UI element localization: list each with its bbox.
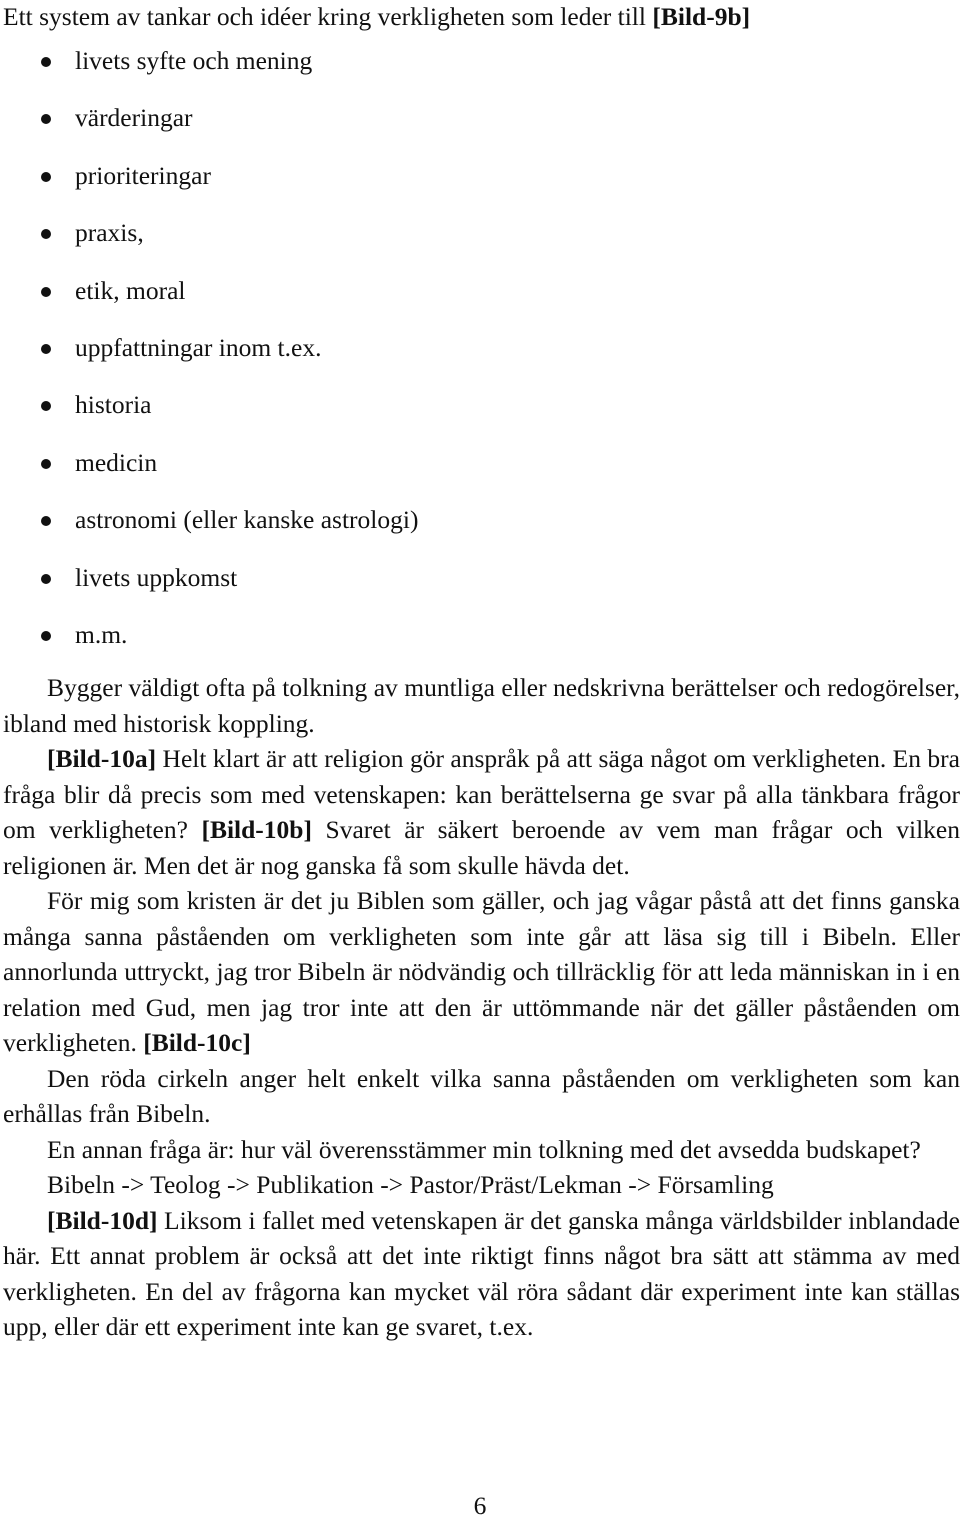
bullet-icon (41, 287, 51, 297)
body-text (3, 670, 960, 1345)
bullet-icon (41, 344, 51, 354)
list-item (0, 446, 418, 503)
paragraph-4: Den röda cirkeln anger helt enkelt vilka sanna påståenden om verkligheten som kan erhållas från Bibeln. (3, 1063, 960, 1128)
list-item-text: m.m. (75, 619, 128, 649)
list-item (0, 388, 418, 445)
bullet-icon (41, 57, 51, 67)
paragraph-2 (3, 741, 960, 883)
paragraph-1: Bygger väldigt ofta på tolkning av muntliga eller nedskrivna berättelser och redogörelser, ibland med historisk koppling. (3, 673, 960, 738)
bullet-icon (41, 516, 51, 526)
paragraph-6: Bibeln -> Teolog -> Publikation -> Pastor/Präst/Lekman -> Församling (47, 1170, 774, 1199)
paragraph-3 (3, 883, 960, 1061)
list-item-text: praxis, (75, 218, 144, 248)
list-item (0, 216, 418, 273)
bullet-icon (41, 459, 51, 469)
list-item (0, 561, 418, 618)
list-item-text: historia (75, 390, 152, 420)
list-item (0, 101, 418, 158)
figure-ref-9b: [Bild-9b] (652, 2, 751, 31)
bullet-icon (41, 574, 51, 584)
list-item-text: astronomi (eller kanske astrologi) (75, 505, 419, 535)
figure-ref-10b: [Bild-10b] (201, 815, 312, 844)
bullet-icon (41, 114, 51, 124)
page-number: 6 (473, 1491, 487, 1520)
bullet-icon (41, 631, 51, 641)
bullet-icon (41, 401, 51, 411)
intro-text: Ett system av tankar och idéer kring verkligheten som leder till (3, 2, 653, 31)
paragraph-3-text: För mig som kristen är det ju Biblen som gäller, och jag vågar påstå att det finns ganska många sanna påståenden om verkligheten som inte går att läsa sig till i Bibeln. Eller annorlunda uttryckt, jag tror Bibeln är nödvändig och tillräcklig för att leda människan in i en relation med Gud, men jag tror inte att den är uttömmande när det gäller påståenden om verkligheten. (3, 886, 960, 1057)
list-item-text: etik, moral (75, 275, 186, 305)
list-item (0, 44, 418, 101)
paragraph-2-text-a: Helt klart är att religion gör anspråk på att säga något om verkligheten. En bra fråga blir då precis som med vetenskapen: kan berättelserna ge svar på alla tänkbara frågor om verkligheten? (3, 744, 960, 844)
bullet-icon (41, 172, 51, 182)
list-item (0, 331, 418, 388)
list-item (0, 159, 418, 216)
figure-ref-10c: [Bild-10c] (143, 1028, 251, 1057)
paragraph-5: En annan fråga är: hur väl överensstämmer min tolkning med det avsedda budskapet? (47, 1134, 921, 1164)
intro-line (3, 0, 750, 34)
figure-ref-10d: [Bild-10d] (47, 1205, 158, 1235)
figure-ref-10a: [Bild-10a] (47, 744, 157, 773)
bullet-icon (41, 229, 51, 239)
list-item-text: livets syfte och mening (75, 46, 313, 75)
list-item-text: uppfattningar inom t.ex. (75, 332, 322, 362)
list-item-text: livets uppkomst (75, 562, 238, 592)
list-item-text: värderingar (75, 103, 193, 133)
paragraph-7 (3, 1203, 960, 1345)
list-item-text: medicin (75, 447, 158, 477)
paragraph-2-text-b: Svaret är säkert beroende av vem man frågar och vilken religionen är. Men det är nog ganska få som skulle hävda det. (3, 815, 960, 880)
paragraph-7-text: Liksom i fallet med vetenskapen är det ganska många världsbilder inblandade här. Ett annat problem är också att det inte riktigt finns något bra sätt att stämma av med verkligheten. En del av frågorna kan mycket väl röra sådant där experiment inte kan ställas upp, eller där ett experiment inte kan ge svaret, t.ex. (3, 1205, 960, 1341)
list-item (0, 503, 418, 560)
bullet-list (0, 44, 418, 675)
list-item (0, 274, 418, 331)
list-item-text: prioriteringar (75, 160, 211, 190)
list-item (0, 618, 418, 675)
